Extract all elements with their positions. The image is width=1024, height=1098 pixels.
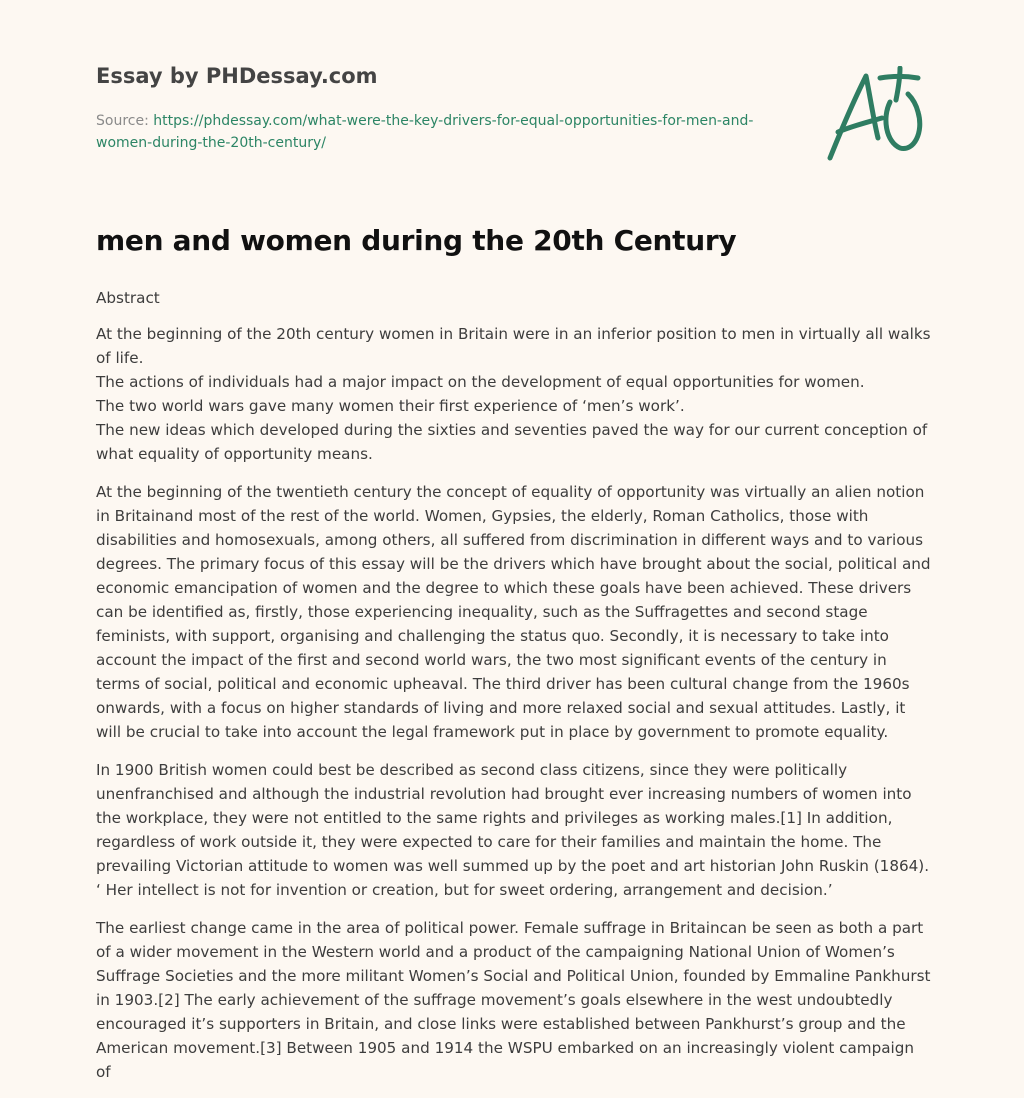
essay-title: men and women during the 20th Century: [96, 224, 737, 257]
source-link[interactable]: https://phdessay.com/what-were-the-key-drivers-for-equal-opportunities-for-men-and-women-during-the-20th-century/: [96, 113, 754, 151]
abstract-line: At the beginning of the 20th century women in Britain were in an inferior position to men in virtually all walks of life.: [96, 325, 931, 367]
site-brand: Essay by PHDessay.com: [96, 64, 378, 88]
a-plus-logo: [820, 66, 930, 166]
abstract-heading: Abstract: [96, 289, 160, 307]
abstract-line: The new ideas which developed during the sixties and seventies paved the way for our current conception of what equality of opportunity means.: [96, 421, 928, 463]
abstract-line: The two world wars gave many women their first experience of ‘men’s work’.: [96, 397, 685, 415]
essay-paragraph: At the beginning of the twentieth century the concept of equality of opportunity was virtually an alien notion in Britainand most of the rest of the world. Women, Gypsies, the elderly, Roman Catholics, those with disabilities and homosexuals, among others, all suffered from discrimination in different ways and to various degrees. The primary focus of this essay will be the drivers which have brought about the social, political and economic emancipation of women and the degree to which these goals have been achieved. These drivers can be identified as, firstly, those experiencing inequality, such as the Suffragettes and second stage feminists, with support, organising and challenging the status quo. Secondly, it is necessary to take into account the impact of the first and second world wars, the two most significant events of the century in terms of social, political and economic upheaval. The third driver has been cultural change from the 1960s onwards, with a focus on higher standards of living and more relaxed social and sexual attitudes. Lastly, it will be crucial to take into account the legal framework put in place by government to promote equality.: [96, 483, 931, 741]
abstract-list: [96, 322, 932, 466]
essay-paragraph: The earliest change came in the area of political power. Female suffrage in Britaincan be seen as both a part of a wider movement in the Western world and a product of the campaigning National Union of Women’s Suffrage Societies and the more militant Women’s Social and Political Union, founded by Emmaline Pankhurst in 1903.[2] The early achievement of the suffrage movement’s goals elsewhere in the west undoubtedly encouraged it’s supporters in Britain, and close links were established between Pankhurst’s group and the American movement.[3] Between 1905 and 1914 the WSPU embarked on an increasingly violent campaign of: [96, 919, 931, 1081]
essay-body: [96, 286, 932, 1098]
source-label: Source:: [96, 113, 149, 129]
essay-paragraph: In 1900 British women could best be described as second class citizens, since they were politically unenfranchised and although the industrial revolution had brought ever increasing numbers of women into the workplace, they were not entitled to the same rights and privileges as working males.[1] In addition, regardless of work outside it, they were expected to care for their families and maintain the home. The prevailing Victorian attitude to women was well summed up by the poet and art historian John Ruskin (1864). ‘ Her intellect is not for invention or creation, but for sweet ordering, arrangement and decision.’: [96, 761, 930, 899]
abstract-line: The actions of individuals had a major impact on the development of equal opportunities for women.: [96, 373, 865, 391]
source-line: [96, 110, 756, 154]
